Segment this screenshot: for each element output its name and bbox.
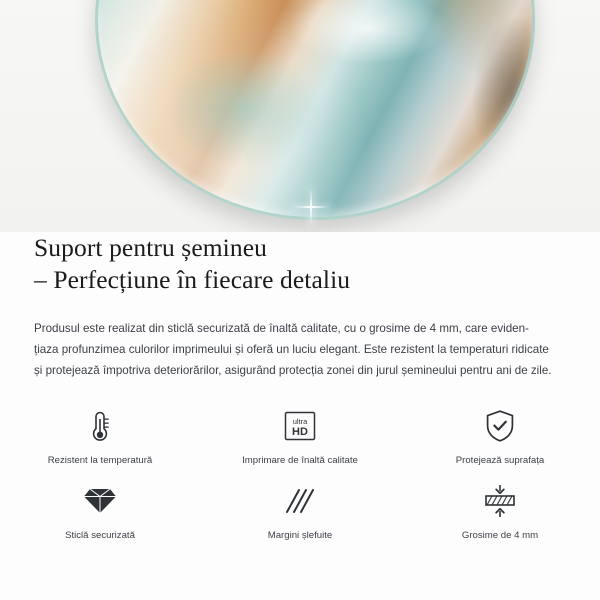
diamond-icon [78, 481, 122, 521]
feature-label: Margini șlefuite [267, 530, 333, 541]
thickness-icon [478, 481, 522, 521]
polished-edges-icon [278, 481, 322, 521]
feature-polished-edges [200, 475, 400, 550]
feature-surface-protection [400, 400, 600, 475]
headline-line-2: – Perfecțiune în fiecare detaliu [34, 265, 351, 294]
feature-label: Grosime de 4 mm [461, 530, 539, 541]
feature-label: Sticlă securizată [65, 530, 135, 541]
glass-plate-image [95, 0, 535, 220]
feature-label: Imprimare de înaltă calitate [242, 455, 358, 466]
headline-line-1: Suport pentru șemineu [34, 233, 267, 262]
feature-grid [0, 400, 600, 550]
feature-high-quality-print [200, 400, 400, 475]
ultra-hd-icon [278, 406, 322, 446]
feature-label: Rezistent la temperatură [47, 455, 153, 466]
svg-text:HD: HD [292, 426, 308, 438]
content-block [0, 232, 600, 381]
feature-tempered-glass [0, 475, 200, 550]
page-title [0, 232, 600, 296]
description-paragraph: Produsul este realizat din sticlă securizată de înaltă calitate, cu o grosime de 4 mm, care eviden-țiaza profunzimea culorilor imprimeului și oferă un luciu elegant. Este rezistent la temperaturi ridicate și protejează împotriva deteriorărilor, asigurând protecția zonei din jurul șemineului pentru ani de zile. [34, 322, 552, 377]
svg-text:ultra: ultra [292, 417, 308, 426]
thermometer-icon [78, 406, 122, 446]
shield-check-icon [478, 406, 522, 446]
feature-thickness [400, 475, 600, 550]
feature-temperature-resistant [0, 400, 200, 475]
feature-label: Protejează suprafața [455, 455, 545, 466]
hero-image [0, 0, 600, 232]
